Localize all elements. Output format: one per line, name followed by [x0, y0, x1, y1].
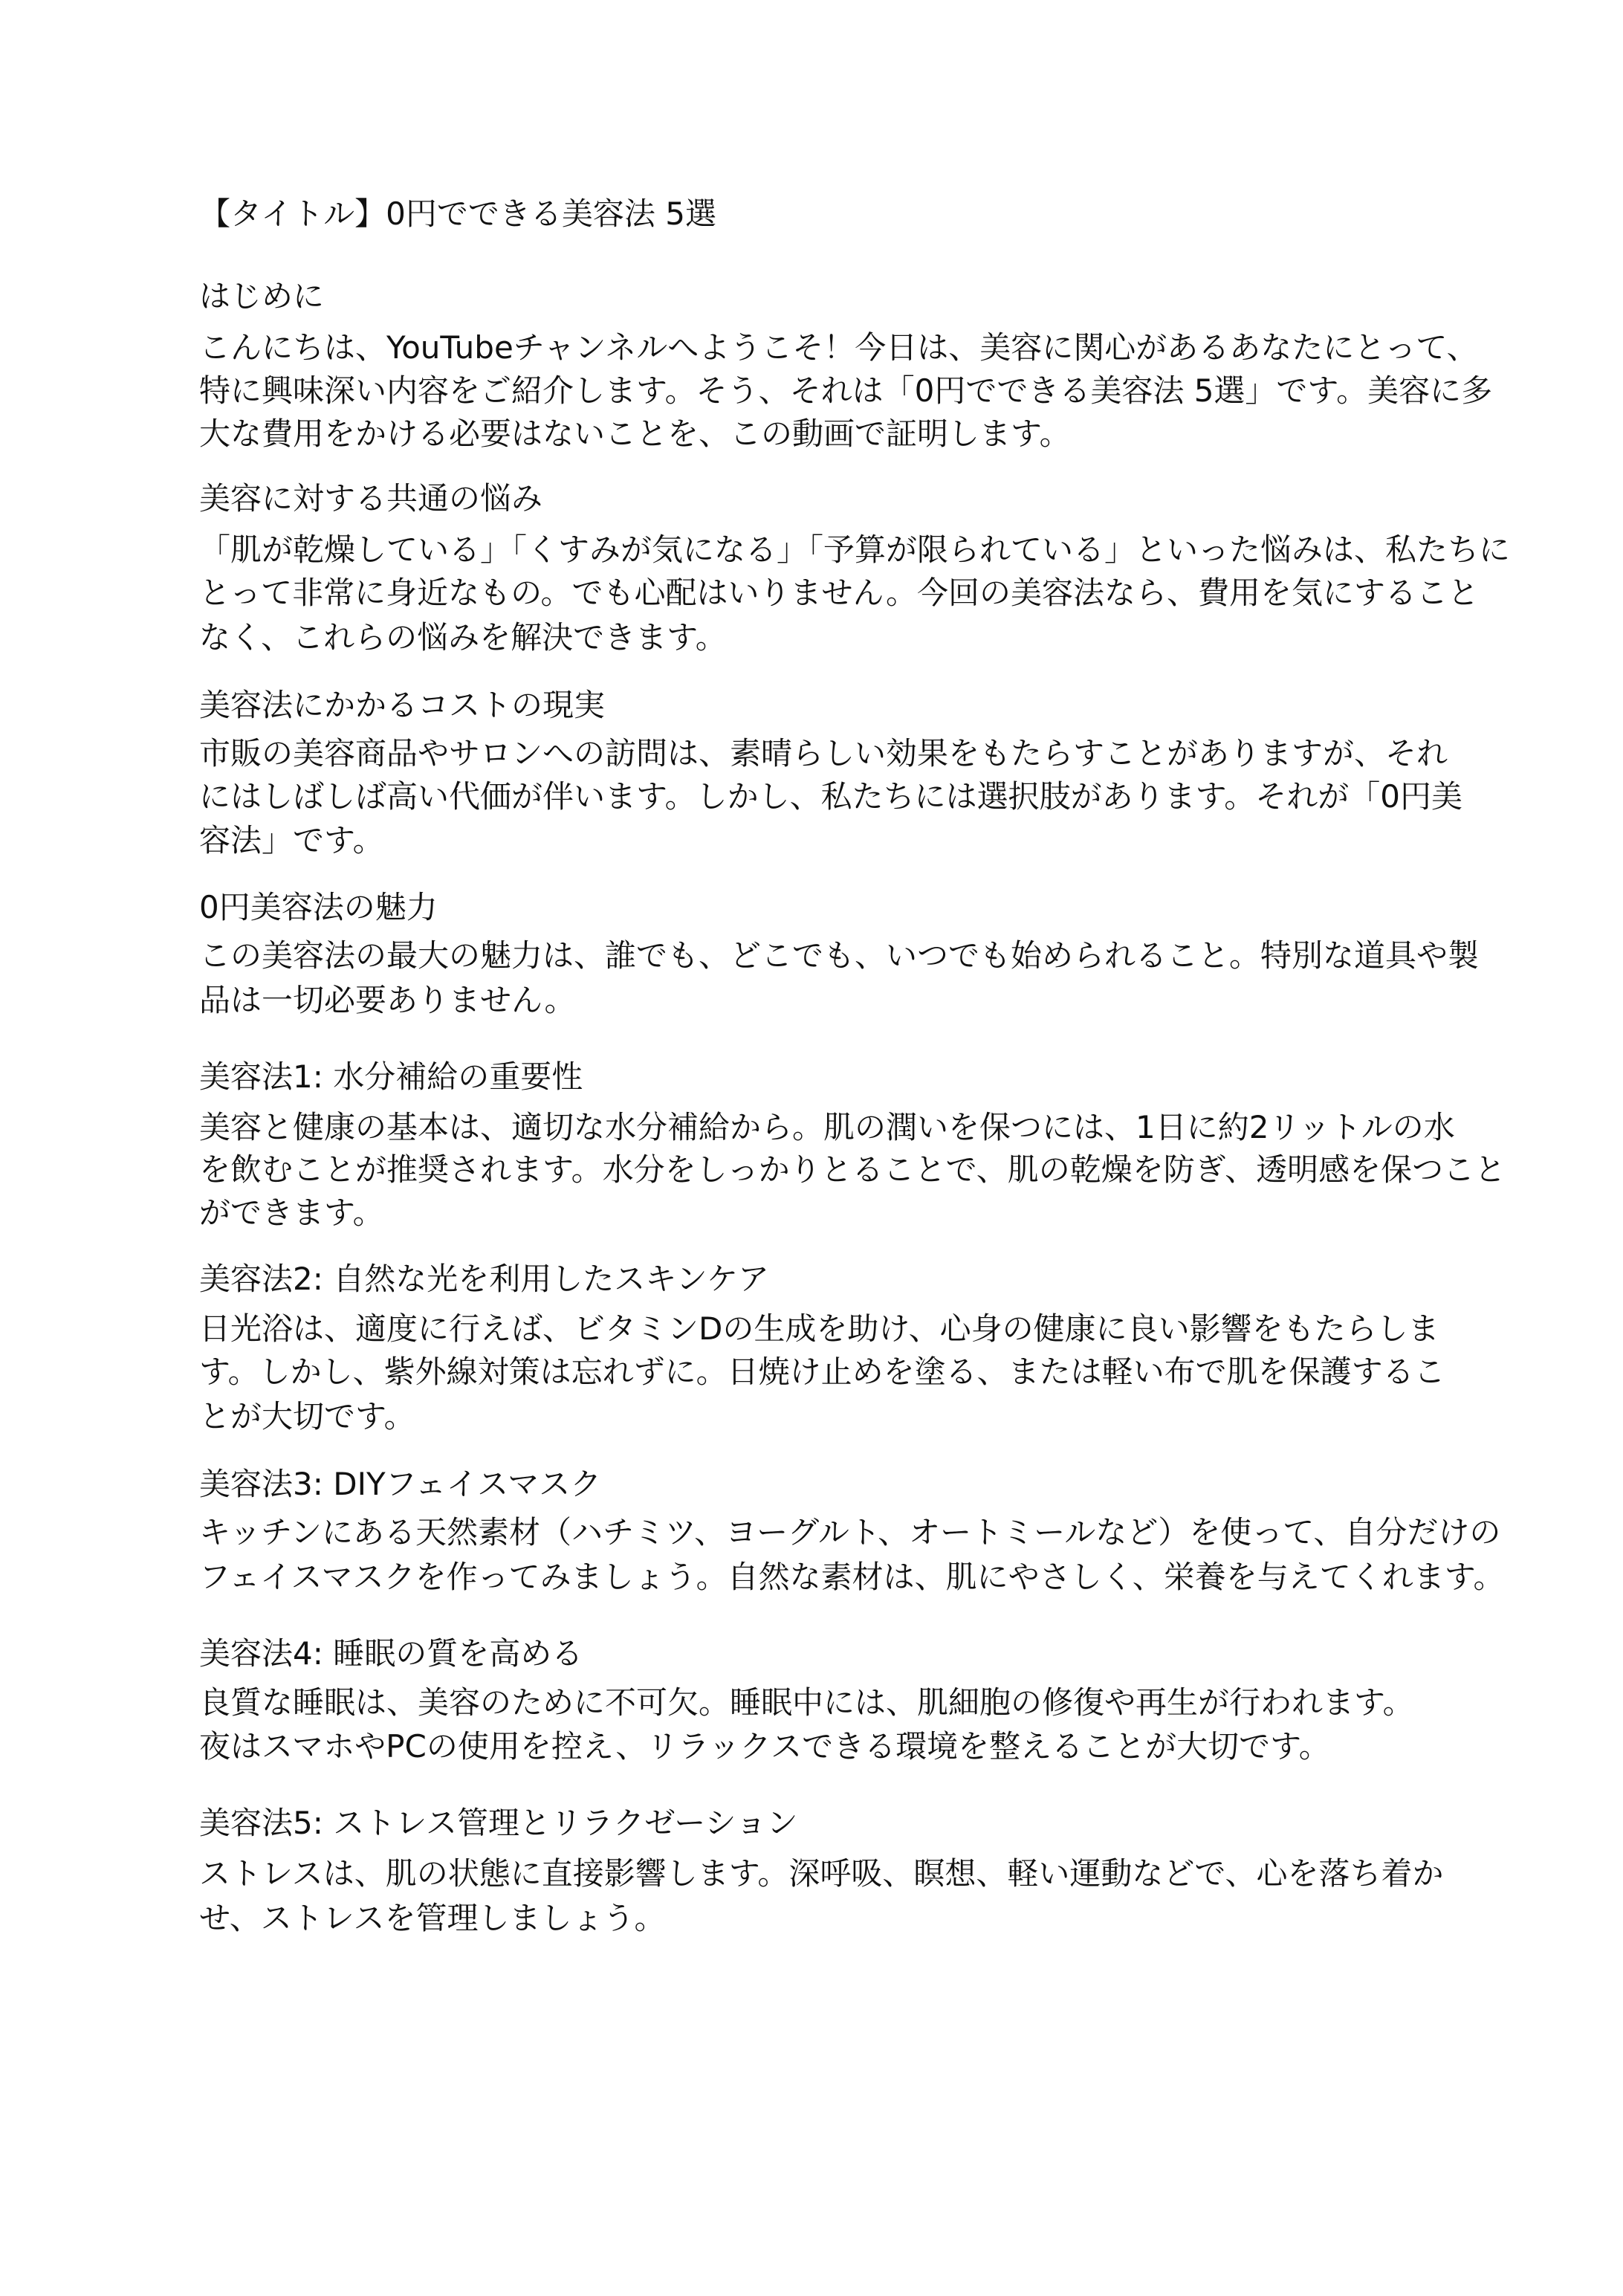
paragraph-line: ができます。 [199, 1194, 384, 1231]
section-heading: 美容法3: DIYフェイスマスク [199, 1466, 602, 1502]
section-heading: はじめに [199, 278, 325, 314]
section-heading: 美容に対する共通の悩み [199, 480, 543, 517]
paragraph-line: なく、これらの悩みを解決できます。 [199, 619, 727, 656]
paragraph-line: 日光浴は、適度に行えば、ビタミンDの生成を助け、心身の健康に良い影響をもたらしま [199, 1310, 1439, 1347]
section-heading: 美容法4: 睡眠の質を高める [199, 1635, 583, 1672]
paragraph-line: この美容法の最大の魅力は、誰でも、どこでも、いつでも始められること。特別な道具や製 [199, 937, 1480, 974]
paragraph-line: こんにちは、YouTubeチャンネルへようこそ！今日は、美容に関心があるあなたにとって、 [199, 329, 1478, 366]
paragraph-line: ストレスは、肌の状態に直接影響します。深呼吸、瞑想、軽い運動などで、心を落ち着か [199, 1855, 1444, 1892]
paragraph-line: にはしばしば高い代価が伴います。しかし、私たちには選択肢があります。それが「0円美 [199, 778, 1463, 815]
paragraph-line: 市販の美容商品やサロンへの訪問は、素晴らしい効果をもたらすことがありますが、それ [199, 735, 1448, 772]
section-heading: 0円美容法の魅力 [199, 889, 438, 925]
section-heading: 美容法2: 自然な光を利用したスキンケア [199, 1261, 769, 1297]
paragraph-line: 美容と健康の基本は、適切な水分補給から。肌の潤いを保つには、1日に約2リットルの水 [199, 1109, 1455, 1145]
paragraph-line: フェイスマスクを作ってみましょう。自然な素材は、肌にやさしく、栄養を与えてくれます。 [199, 1559, 1505, 1595]
paragraph-line: とが大切です。 [199, 1398, 415, 1435]
paragraph-line: とって非常に身近なもの。でも心配はいりません。今回の美容法なら、費用を気にすること [199, 575, 1480, 611]
paragraph-line: 特に興味深い内容をご紹介します。そう、それは「0円でできる美容法 5選」です。美容に多 [199, 372, 1493, 409]
paragraph-line: 夜はスマホやPCの使用を控え、リラックスできる環境を整えることが大切です。 [199, 1728, 1330, 1765]
paragraph-line: せ、ストレスを管理しましょう。 [199, 1900, 666, 1936]
paragraph-line: 「肌が乾燥している」「くすみが気になる」「予算が限られている」といった悩みは、私たちに [199, 531, 1511, 568]
section-heading: 美容法にかかるコストの現実 [199, 687, 606, 723]
paragraph-line: 容法」です。 [199, 822, 384, 858]
paragraph-line: 大な費用をかける必要はないことを、この動画で証明します。 [199, 415, 1071, 452]
section-heading: 美容法5: ストレス管理とリラクゼーション [199, 1805, 798, 1841]
document-title: 【タイトル】0円でできる美容法 5選 [199, 195, 716, 232]
paragraph-line: す。しかし、紫外線対策は忘れずに。日焼け止めを塗る、または軽い布で肌を保護するこ [199, 1354, 1445, 1390]
paragraph-line: 品は一切必要ありません。 [199, 982, 576, 1018]
paragraph-line: 良質な睡眠は、美容のために不可欠。睡眠中には、肌細胞の修復や再生が行われます。 [199, 1684, 1414, 1721]
section-heading: 美容法1: 水分補給の重要性 [199, 1058, 583, 1095]
paragraph-line: を飲むことが推奨されます。水分をしっかりとることで、肌の乾燥を防ぎ、透明感を保つこと [199, 1151, 1506, 1188]
paragraph-line: キッチンにある天然素材（ハチミツ、ヨーグルト、オートミールなど）を使って、自分だけの [199, 1514, 1501, 1550]
